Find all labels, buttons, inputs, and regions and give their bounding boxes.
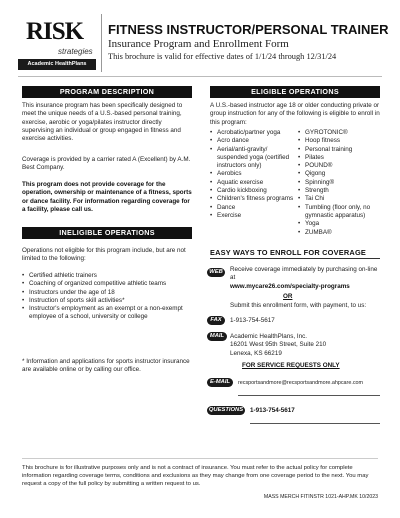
ineligible-list (22, 272, 190, 322)
list-item: • Pilates (298, 154, 382, 162)
page-subtitle: Insurance Program and Enrollment Form (108, 38, 289, 50)
email-rule (238, 395, 380, 396)
list-item: • Children's fitness programs (210, 195, 296, 203)
questions-phone: 1-913-754-5617 (250, 407, 295, 414)
list-item: • Tai Chi (298, 195, 382, 203)
program-description-p2: Coverage is provided by a carrier rated A (Excellent) by A.M. Best Company. (22, 156, 191, 172)
list-item: • Acrobatic/partner yoga (210, 129, 296, 137)
list-item: • GYROTONIC® (298, 129, 382, 137)
or-label: OR (283, 293, 293, 300)
eligible-list-col1 (210, 129, 296, 220)
footer-code: MASS MERCH FITINSTR 1021-AHP.MK 10/2023 (263, 494, 378, 500)
submit-text: Submit this enrollment form, with payment, to us: (230, 302, 367, 309)
logo-main-text: RISK (26, 18, 84, 45)
list-item: • Acro dance (210, 137, 296, 145)
list-item: • Instructor's employment as an exempt or a non-exempt employee of a school, university or college (22, 305, 190, 322)
logo-bar-text: Academic HealthPlans (18, 59, 96, 70)
questions-rule (250, 423, 380, 424)
enroll-rule (210, 258, 380, 259)
web-tag: WEB (207, 268, 225, 277)
validity-note: This brochure is valid for effective dates of 1/1/24 through 12/31/24 (108, 52, 337, 61)
list-item: • Instructors under the age of 18 (22, 289, 190, 297)
header-divider (101, 14, 102, 72)
footer-rule (22, 458, 378, 459)
list-item: • Hoop fitness (298, 137, 382, 145)
list-item: • Qigong (298, 170, 382, 178)
list-item: • Instruction of sports skill activities* (22, 297, 190, 305)
mail-tag: MAIL (207, 332, 227, 341)
list-item: • Dance (210, 204, 296, 212)
logo (18, 14, 96, 72)
ineligible-intro: Operations not eligible for this program include, but are not limited to the following: (22, 247, 186, 263)
list-item: • Aquatic exercise (210, 179, 296, 187)
list-item: • Aerobics (210, 170, 296, 178)
list-item: • Exercise (210, 212, 296, 220)
list-item: • Certified athletic trainers (22, 272, 190, 280)
email-tag: E-MAIL (207, 378, 233, 387)
web-text: Receive coverage immediately by purchasing on-line at (230, 266, 378, 282)
logo-sub-text: strategies (58, 47, 93, 56)
program-description-p3: This program does not provide coverage for the operation, ownership or maintenance of a fitness, sports or dance facility. For information regarding coverage for a facility, please call us. (22, 181, 192, 213)
list-item: • Spinning® (298, 179, 382, 187)
eligible-list-col2 (298, 129, 382, 237)
web-url-link[interactable]: www.mycare26.com/specialty-programs (230, 283, 350, 290)
list-item: • Cardio kickboxing (210, 187, 296, 195)
list-item: • ZUMBA® (298, 229, 382, 237)
fax-number: 1-913-754-5617 (230, 317, 275, 324)
ineligible-footnote: * Information and applications for sports instructor insurance are available online or by calling our office. (22, 358, 190, 374)
list-item: • POUND® (298, 162, 382, 170)
list-item: • Yoga (298, 220, 382, 228)
header-rule (18, 76, 382, 77)
fax-tag: FAX (207, 316, 225, 325)
program-description-heading: PROGRAM DESCRIPTION (22, 86, 192, 98)
email-link[interactable]: recsportsandmore@recsportsandmore.ahpcare.com (238, 380, 364, 386)
footer-disclaimer: This brochure is for illustrative purposes only and is not a contract of insurance. You must refer to the actual policy for complete information regarding coverage terms, conditions and exclusions as they may change from one coverage period to the next. You may request a copy of the full policy by submitting a written request to us. (22, 465, 369, 487)
ineligible-operations-heading: INELIGIBLE OPERATIONS (22, 227, 192, 239)
list-item: • Coaching of organized competitive athletic teams (22, 280, 190, 288)
service-heading: FOR SERVICE REQUESTS ONLY (242, 362, 340, 369)
mail-line: 16201 West 95th Street, Suite 210 (230, 341, 327, 349)
mail-line: Lenexa, KS 66219 (230, 349, 282, 357)
eligible-operations-heading: ELIGIBLE OPERATIONS (210, 86, 380, 98)
mail-line: Academic HealthPlans, Inc. (230, 333, 307, 340)
questions-tag: QUESTIONS (208, 407, 244, 413)
list-item: • Strength (298, 187, 382, 195)
list-item: • Tumbling (floor only, no gymnastic apparatus) (298, 204, 382, 221)
program-description-p1: This insurance program has been specifically designed to meet the unique needs of a U.S.-based personal training, exercise, aerobic or yoga/pilates instructor directly supervising an individual or group engaged in fitness and exercise activities. (22, 102, 183, 143)
list-item: • Aerial/anti-gravity/ suspended yoga (certified instructors only) (210, 146, 296, 171)
page-title: FITNESS INSTRUCTOR/PERSONAL TRAINER (108, 22, 389, 37)
list-item: • Personal training (298, 146, 382, 154)
mail-address (230, 333, 382, 358)
enroll-heading: EASY WAYS TO ENROLL FOR COVERAGE (210, 248, 367, 257)
eligible-intro: A U.S.-based instructor age 18 or older conducting private or group instruction for any of the following is eligible to enroll in this program: (210, 102, 380, 126)
